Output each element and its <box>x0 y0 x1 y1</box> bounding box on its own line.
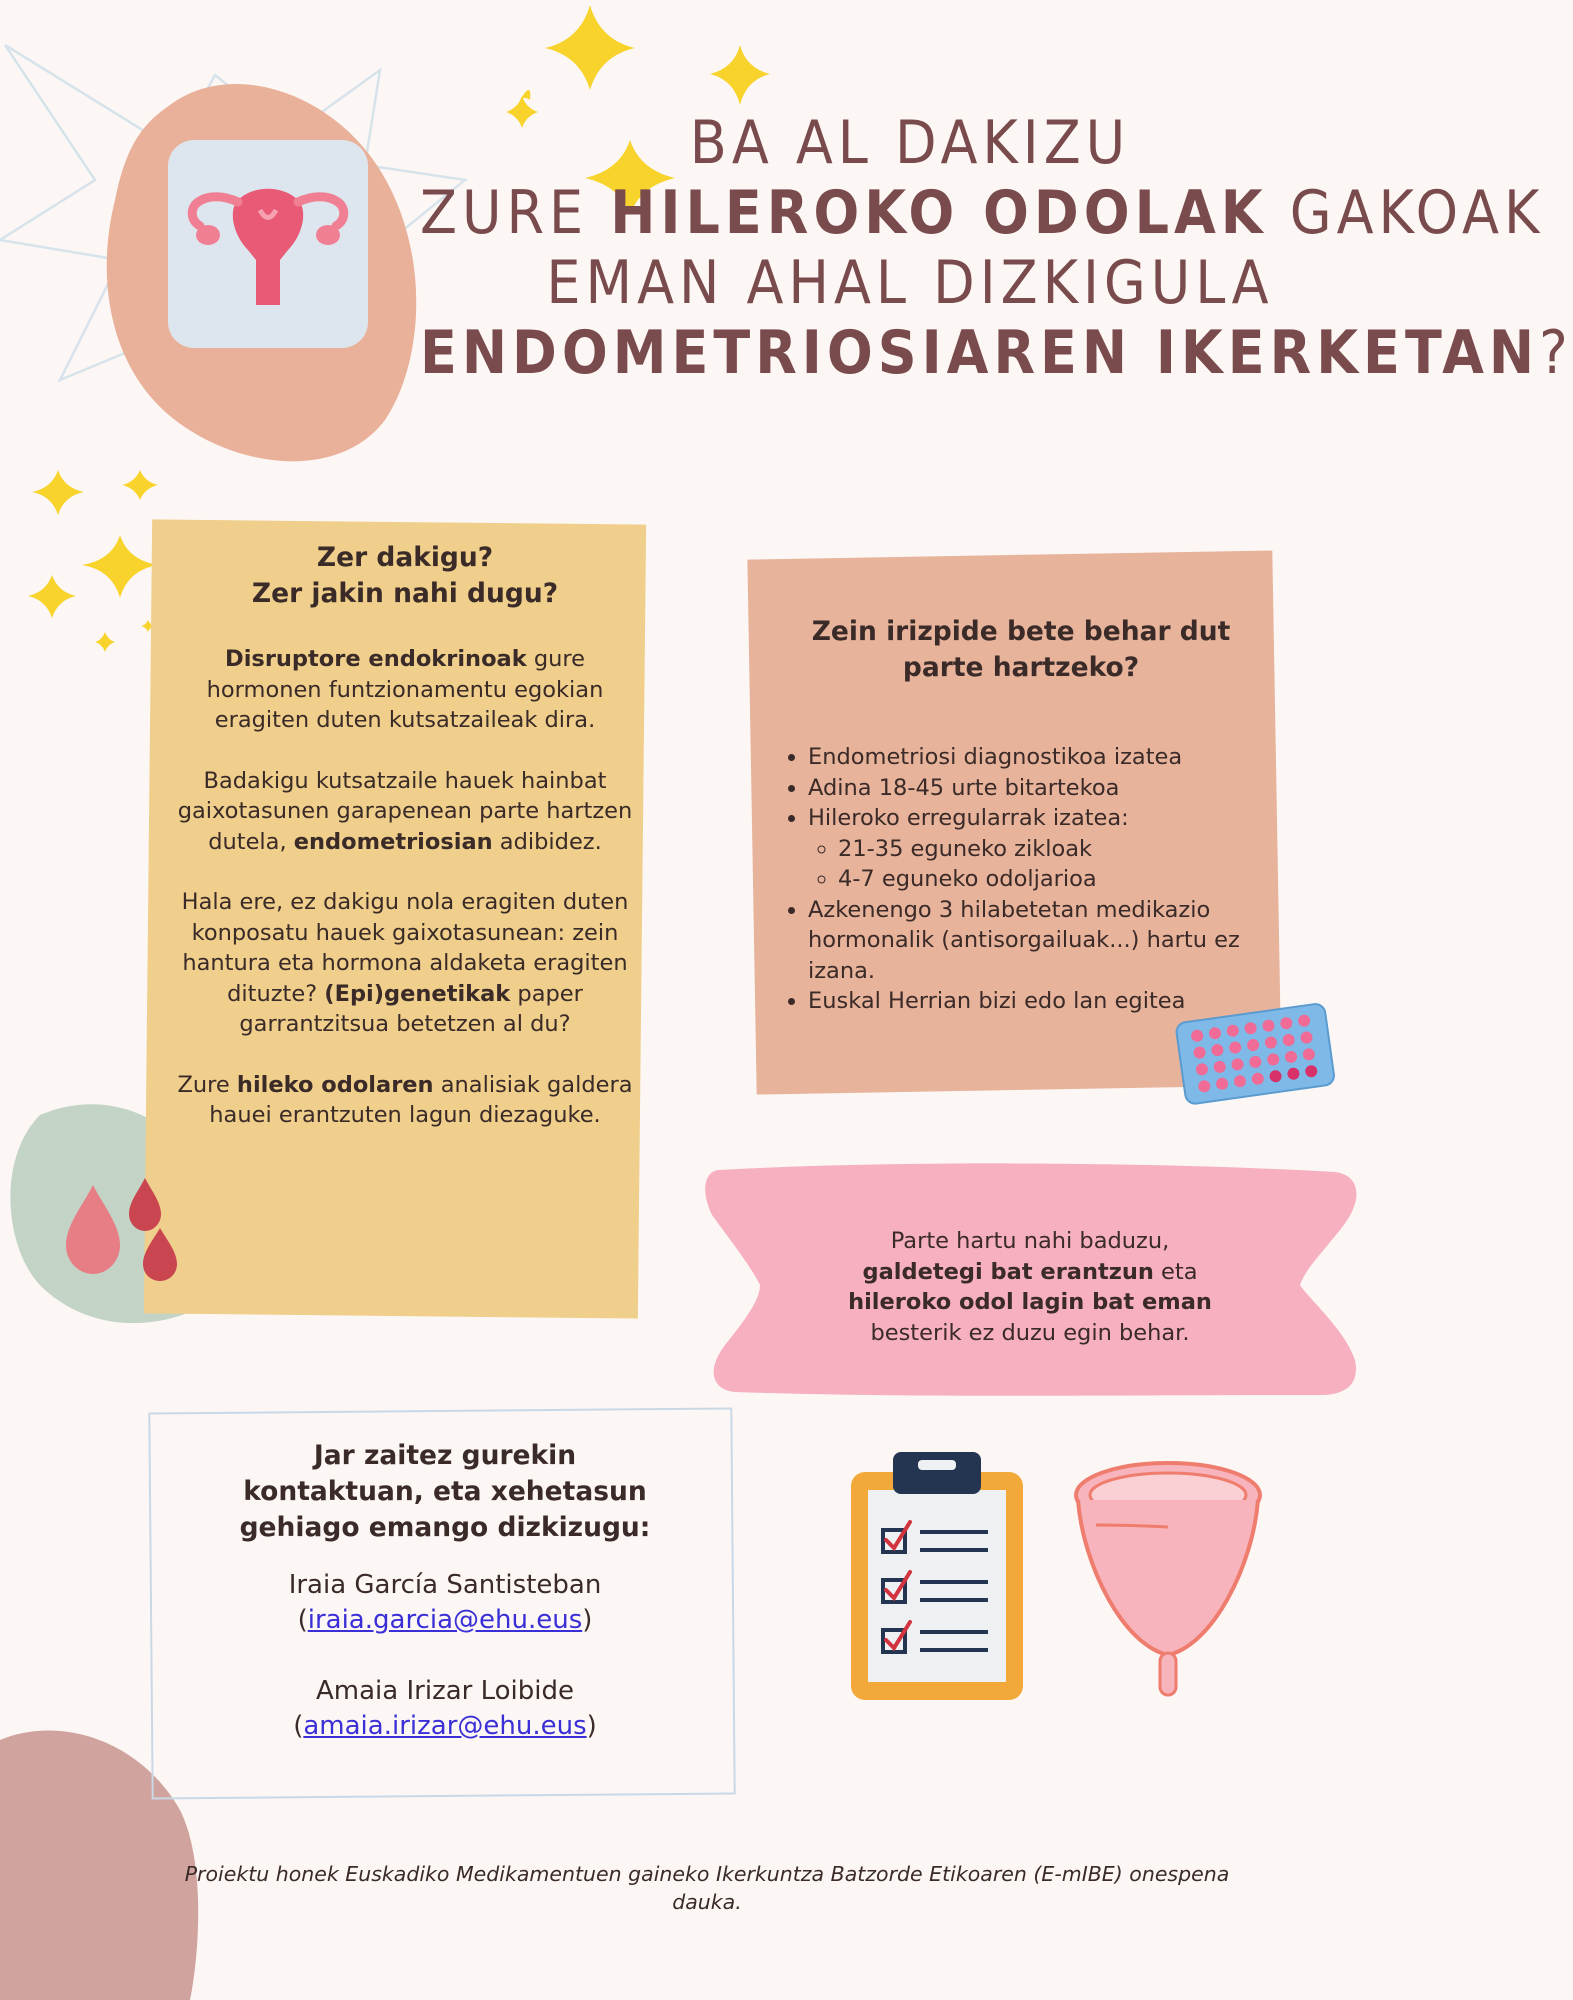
criteria-list <box>776 742 1266 1017</box>
contact-section <box>160 1438 730 1744</box>
clipboard-checklist-icon <box>848 1450 1026 1702</box>
participate-line-4: besterik ez duzu egin behar. <box>870 1319 1190 1346</box>
criteria-section <box>776 614 1266 1017</box>
title-emphasis-research: ENDOMETRIOSIAREN IKERKETAN <box>420 318 1540 388</box>
participate-line-1: Parte hartu nahi baduzu, <box>890 1228 1170 1254</box>
participate-section <box>720 1226 1340 1348</box>
known-section <box>175 540 635 1161</box>
menstrual-cup-icon <box>1068 1455 1268 1705</box>
known-paragraph-4: Zure hileko odolaren analisiak galdera hauei erantzuten lagun diezaguke. <box>177 1071 633 1128</box>
known-heading-2: Zer jakin nahi dugu? <box>251 578 559 609</box>
page-title <box>420 108 1573 388</box>
criteria-item: • Adina 18-45 urte bitartekoa <box>808 773 1266 804</box>
criteria-item: • Hileroko erregularrak izatea: ◦ 21-35 eguneko zikloak ◦ 4-7 eguneko odoljarioa <box>808 803 1266 895</box>
contact-email-2-link[interactable]: amaia.irizar@ehu.eus <box>303 1711 587 1741</box>
participate-line-2: galdetegi bat erantzun eta <box>862 1258 1198 1285</box>
known-paragraph-3: Hala ere, ez dakigu nola eragiten duten konposatu hauek gaixotasunean: zein hantura eta hormona aldaketa eragiten dituzte? (Epi)genetikak paper garrantzitsua betetzen al du? <box>181 889 629 1037</box>
title-line-4: ENDOMETRIOSIAREN IKERKETAN? <box>420 318 1573 388</box>
blood-drops-icon <box>55 1170 190 1285</box>
known-heading-1: Zer dakigu? <box>316 542 494 573</box>
criteria-sublist <box>808 834 1266 895</box>
participate-line-3: hileroko odol lagin bat eman <box>848 1289 1212 1315</box>
title-emphasis-blood: HILEROKO ODOLAK <box>610 178 1268 248</box>
criteria-subitem: ◦ 4-7 eguneko odoljarioa <box>838 864 1266 895</box>
pill-pack-icon <box>1172 995 1337 1110</box>
contact-heading: Jar zaitez gurekin kontaktuan, eta xehetasun gehiago emango dizkizugu: <box>239 1440 651 1543</box>
contact-email-1-wrap: (iraia.garcia@ehu.eus) <box>297 1605 593 1635</box>
ethics-approval-note: Proiektu honek Euskadiko Medikamentuen gaineko Ikerkuntza Batzorde Etikoaren (E-mIBE) onespena dauka. <box>184 1862 1230 1914</box>
known-paragraph-2: Badakigu kutsatzaile hauek hainbat gaixotasunen garapenean parte hartzen dutela, endometriosian adibidez. <box>177 767 633 855</box>
criteria-item: • Azkenengo 3 hilabetetan medikazio hormonalik (antisorgailuak...) hartu ez izana. <box>808 895 1266 987</box>
uterus-icon <box>168 140 368 348</box>
criteria-item: • Euskal Herrian bizi edo lan egitea <box>808 986 1266 1017</box>
criteria-heading: Zein irizpide bete behar dut parte hartzeko? <box>811 616 1231 683</box>
known-paragraph-1: Disruptore endokrinoak gure hormonen funtzionamentu egokian eragiten duten kutsatzaileak dira. <box>206 646 604 733</box>
contact-person-1: Iraia García Santisteban <box>288 1570 602 1600</box>
contact-person-2: Amaia Irizar Loibide <box>316 1676 574 1706</box>
criteria-subitem: ◦ 21-35 eguneko zikloak <box>838 834 1266 865</box>
title-line-1: BA AL DAKIZU <box>689 108 1131 178</box>
title-line-3: EMAN AHAL DIZKIGULA <box>546 248 1274 318</box>
contact-email-2-wrap: (amaia.irizar@ehu.eus) <box>293 1711 597 1741</box>
criteria-item: • Endometriosi diagnostikoa izatea <box>808 742 1266 773</box>
contact-email-1-link[interactable]: iraia.garcia@ehu.eus <box>307 1605 583 1635</box>
title-line-2: ZURE HILEROKO ODOLAK GAKOAK <box>420 178 1545 248</box>
